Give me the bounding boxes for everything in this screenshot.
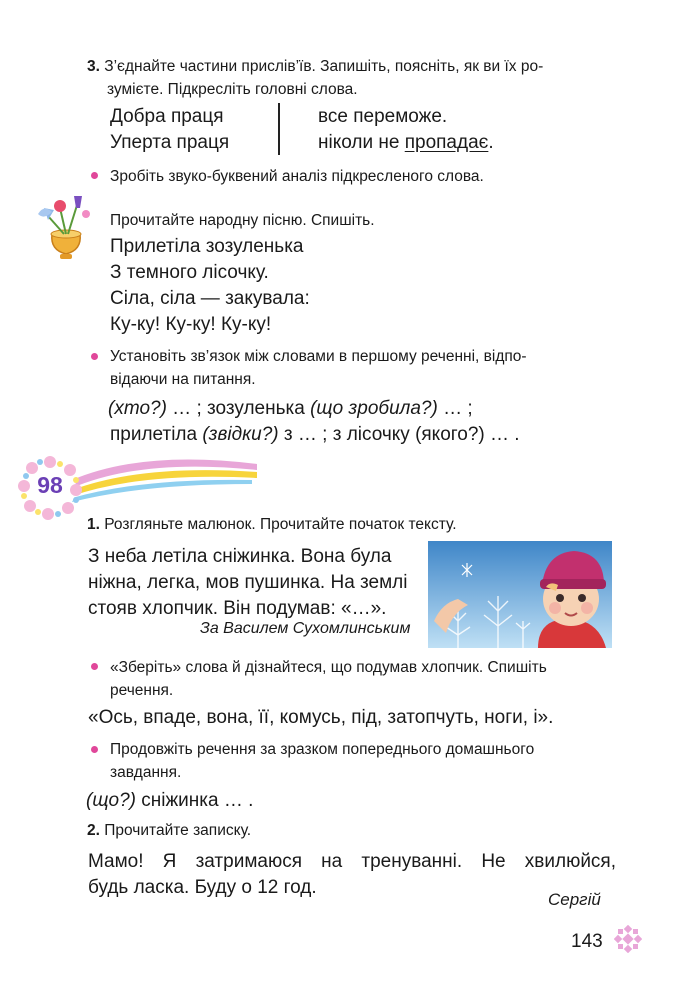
proverb-right-2: ніколи не пропадає. [318,132,494,153]
page-number: 143 [571,931,603,952]
exercise-number: 3. [87,58,100,75]
boy-snowflake-illustration [428,541,612,648]
exercise-3-text: 3. З’єднайте частини прислів’їв. Запишіть, поясніть, як ви їх ро- зумієте. Підкресліть головні слова. [87,58,544,98]
proverb-left-2: Уперта праця [110,132,230,153]
question-line-2: прилетіла (звідки?) з … ; з лісочку (якого?) … . [110,424,520,445]
song-instruction: Прочитайте народну пісню. Спишіть. [110,212,375,229]
song-line-3: Сіла, сіла — закувала: [110,288,310,309]
bullet-dot [91,172,98,179]
proverb-right-1: все переможе. [318,106,448,127]
bullet-dot [91,663,98,670]
lesson-number-badge: 98 [37,472,63,498]
bullet-dot [91,746,98,753]
bullet-dot [91,353,98,360]
note-signature: Сергій [548,890,601,909]
flower-vase-icon [30,190,102,262]
story-line-1: З неба летіла сніжинка. Вона була [88,546,392,567]
question-line-1: (хто?) … ; зозуленька (що зробила?) … ; [108,398,473,419]
proverb-left-1: Добра праця [110,106,224,127]
lesson-bullet-2: Продовжіть речення за зразком попереднього домашнього завдання. [110,741,535,781]
note-line-1: Мамо! Я затримаюся на тренуванні. Не хвилюйся, [88,851,616,872]
proverb-divider [278,103,280,155]
ex3-bullet-text: Зробіть звуко-буквений аналіз підкресленого слова. [110,168,484,185]
exercise-2-text: 2. Прочитайте записку. [87,822,252,839]
note-line-2: будь ласка. Буду о 12 год. [88,877,317,898]
sample-sentence: (що?) сніжинка … . [86,790,254,811]
song-line-4: Ку-ку! Ку-ку! Ку-ку! [110,314,272,335]
underlined-word: пропадає [404,132,489,153]
scrambled-words: «Ось, впаде, вона, її, комусь, під, затопчуть, ноги, і». [88,707,554,728]
song-line-1: Прилетіла зозуленька [110,236,304,257]
song-bullet-text: Установіть зв’язок між словами в першому реченні, відпо- відаючи на питання. [110,348,527,388]
exercise-1-text: 1. Розгляньте малюнок. Прочитайте початок тексту. [87,516,457,533]
story-line-2: ніжна, легка, мов пушинка. На землі [88,572,408,593]
song-line-2: З темного лісочку. [110,262,269,283]
lesson-bullet-1: «Зберіть» слова й дізнайтеся, що подумав хлопчик. Спишіть речення. [110,659,547,699]
story-author: За Василем Сухомлинським [200,620,411,637]
story-line-3: стояв хлопчик. Він подумав: «…». [88,598,387,619]
ornament-icon [614,925,642,953]
